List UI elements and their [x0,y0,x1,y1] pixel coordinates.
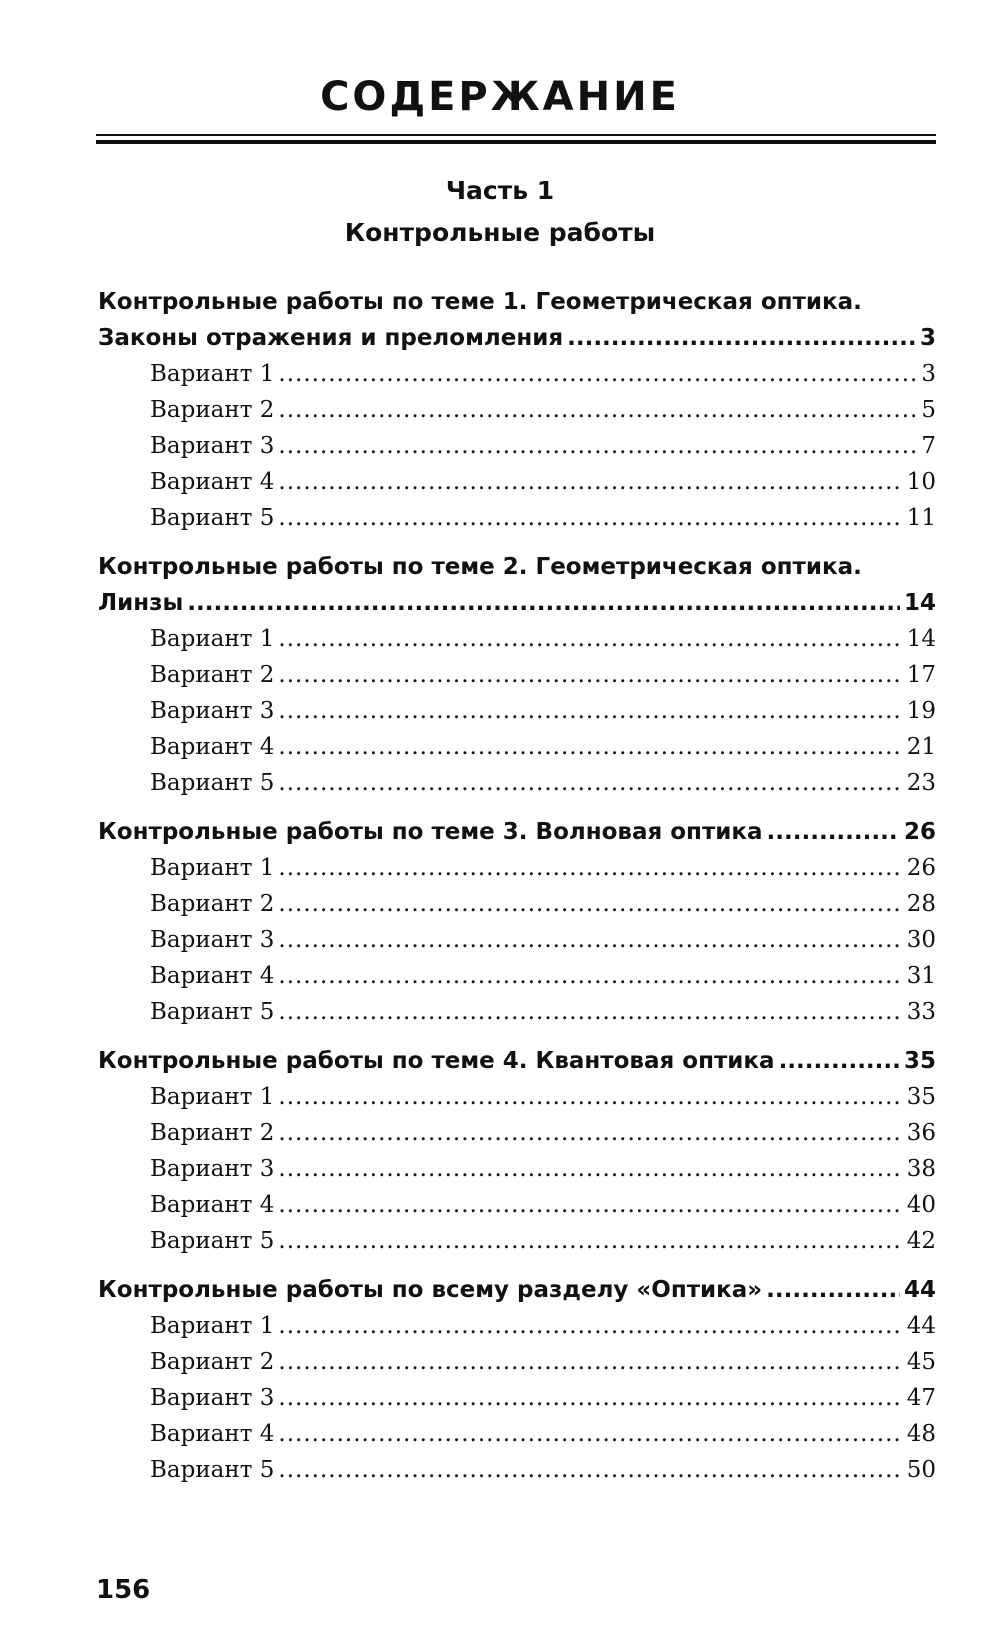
toc-variant-label: Вариант 1 [150,855,275,881]
toc-page-number: 3 [919,325,936,351]
toc-page-number: 45 [906,1349,936,1375]
toc-page-number: 7 [921,433,936,459]
dot-leader [278,428,917,464]
toc-page-number: 44 [903,1277,936,1303]
toc-variant-label: Вариант 3 [150,433,275,459]
toc-page-number: 3 [921,361,936,387]
toc-variant-label: Вариант 2 [150,891,275,917]
toc-page-number: 44 [906,1313,936,1339]
toc-section-entry[interactable] [98,1043,936,1079]
dot-leader [779,1043,900,1079]
dot-leader [278,657,902,693]
toc-section-entry[interactable] [98,1272,936,1308]
toc-variant-label: Вариант 5 [150,1228,275,1254]
dot-leader [278,500,902,536]
part-title: Контрольные работы [344,218,656,247]
toc-variant-entry[interactable] [98,428,936,464]
toc-variant-entry[interactable] [98,1308,936,1344]
toc-page-number: 48 [906,1421,936,1447]
dot-leader [278,1151,902,1187]
toc-variant-label: Вариант 1 [150,1313,275,1339]
toc-page-number: 14 [906,626,936,652]
toc-variant-label: Вариант 3 [150,1385,275,1411]
toc-variant-label: Вариант 2 [150,397,275,423]
toc-variant-entry[interactable] [98,765,936,801]
toc-section [98,1272,936,1488]
dot-leader [278,464,902,500]
toc-variant-entry[interactable] [98,500,936,536]
toc-page-number: 50 [906,1457,936,1483]
toc-page-number: 17 [906,662,936,688]
dot-leader [278,1308,902,1344]
toc-page-number: 11 [906,505,936,531]
header-rule-thin [96,134,936,136]
toc-variant-label: Вариант 1 [150,626,275,652]
toc-page-number: 10 [906,469,936,495]
page-number: 156 [96,1575,151,1605]
toc-section-title: Контрольные работы по теме 3. Волновая оптика [98,819,763,845]
dot-leader [278,1115,902,1151]
toc-variant-entry[interactable] [98,693,936,729]
toc-variant-entry[interactable] [98,1115,936,1151]
toc-section-entry[interactable] [98,814,936,850]
dot-leader [278,729,902,765]
dot-leader [278,1079,902,1115]
dot-leader [567,320,916,356]
table-of-contents [98,284,936,1501]
toc-variant-label: Вариант 2 [150,662,275,688]
toc-page-number: 30 [906,927,936,953]
toc-variant-label: Вариант 1 [150,1084,275,1110]
dot-leader [187,585,900,621]
toc-section-title: Контрольные работы по теме 2. Геометрическая оптика. [98,554,862,580]
dot-leader [278,621,902,657]
toc-variant-label: Вариант 5 [150,505,275,531]
dot-leader [278,693,902,729]
toc-variant-entry[interactable] [98,1079,936,1115]
dot-leader [278,392,917,428]
toc-variant-label: Вариант 4 [150,734,275,760]
toc-page-number: 26 [906,855,936,881]
toc-variant-label: Вариант 3 [150,1156,275,1182]
toc-variant-entry[interactable] [98,1187,936,1223]
toc-variant-label: Вариант 5 [150,999,275,1025]
toc-page-number: 35 [906,1084,936,1110]
dot-leader [278,958,902,994]
toc-variant-entry[interactable] [98,729,936,765]
toc-page-number: 28 [906,891,936,917]
toc-page-number: 36 [906,1120,936,1146]
toc-page-number: 23 [906,770,936,796]
toc-variant-entry[interactable] [98,1151,936,1187]
toc-variant-entry[interactable] [98,922,936,958]
toc-variant-entry[interactable] [98,958,936,994]
dot-leader [766,1272,900,1308]
toc-section [98,549,936,801]
toc-section-title: Контрольные работы по всему разделу «Оптика» [98,1277,763,1303]
dot-leader [278,1452,902,1488]
dot-leader [278,1223,902,1259]
toc-section-entry[interactable] [98,320,936,356]
toc-page-number: 40 [906,1192,936,1218]
toc-section [98,1043,936,1259]
toc-variant-entry[interactable] [98,1223,936,1259]
toc-variant-entry[interactable] [98,621,936,657]
toc-section-entry[interactable] [98,585,936,621]
toc-page-number: 47 [906,1385,936,1411]
toc-page-number: 42 [906,1228,936,1254]
toc-variant-label: Вариант 2 [150,1120,275,1146]
dot-leader [278,1380,902,1416]
page-title: СОДЕРЖАНИЕ [320,74,680,120]
toc-variant-label: Вариант 3 [150,927,275,953]
dot-leader [278,922,902,958]
toc-page-number: 33 [906,999,936,1025]
toc-section-title: Контрольные работы по теме 1. Геометрическая оптика. [98,289,862,315]
toc-variant-entry[interactable] [98,464,936,500]
toc-variant-entry[interactable] [98,1416,936,1452]
toc-page-number: 19 [906,698,936,724]
toc-page-number: 31 [906,963,936,989]
toc-variant-label: Вариант 5 [150,770,275,796]
toc-variant-label: Вариант 4 [150,963,275,989]
toc-page-number: 5 [921,397,936,423]
toc-variant-entry[interactable] [98,850,936,886]
toc-variant-entry[interactable] [98,994,936,1030]
header-rule-thick [96,140,936,144]
toc-section-title: Линзы [98,590,184,616]
toc-page-number: 26 [903,819,936,845]
dot-leader [767,814,900,850]
toc-section [98,284,936,536]
toc-section [98,814,936,1030]
dot-leader [278,356,917,392]
toc-variant-label: Вариант 4 [150,469,275,495]
toc-variant-entry[interactable] [98,1452,936,1488]
toc-variant-entry[interactable] [98,886,936,922]
toc-variant-label: Вариант 4 [150,1421,275,1447]
toc-section-title: Контрольные работы по теме 4. Квантовая оптика [98,1048,775,1074]
dot-leader [278,850,902,886]
part-number: Часть 1 [445,176,555,205]
toc-section-title: Законы отражения и преломления [98,325,564,351]
dot-leader [278,1187,902,1223]
dot-leader [278,886,902,922]
dot-leader [278,765,902,801]
dot-leader [278,1344,902,1380]
toc-variant-label: Вариант 1 [150,361,275,387]
toc-variant-label: Вариант 4 [150,1192,275,1218]
dot-leader [278,1416,902,1452]
toc-variant-entry[interactable] [98,392,936,428]
toc-variant-entry[interactable] [98,356,936,392]
toc-page-number: 21 [906,734,936,760]
toc-variant-label: Вариант 5 [150,1457,275,1483]
dot-leader [278,994,902,1030]
toc-page-number: 38 [906,1156,936,1182]
toc-variant-entry[interactable] [98,1344,936,1380]
toc-variant-label: Вариант 2 [150,1349,275,1375]
toc-page-number: 35 [903,1048,936,1074]
toc-variant-label: Вариант 3 [150,698,275,724]
toc-variant-entry[interactable] [98,657,936,693]
toc-variant-entry[interactable] [98,1380,936,1416]
toc-page-number: 14 [903,590,936,616]
